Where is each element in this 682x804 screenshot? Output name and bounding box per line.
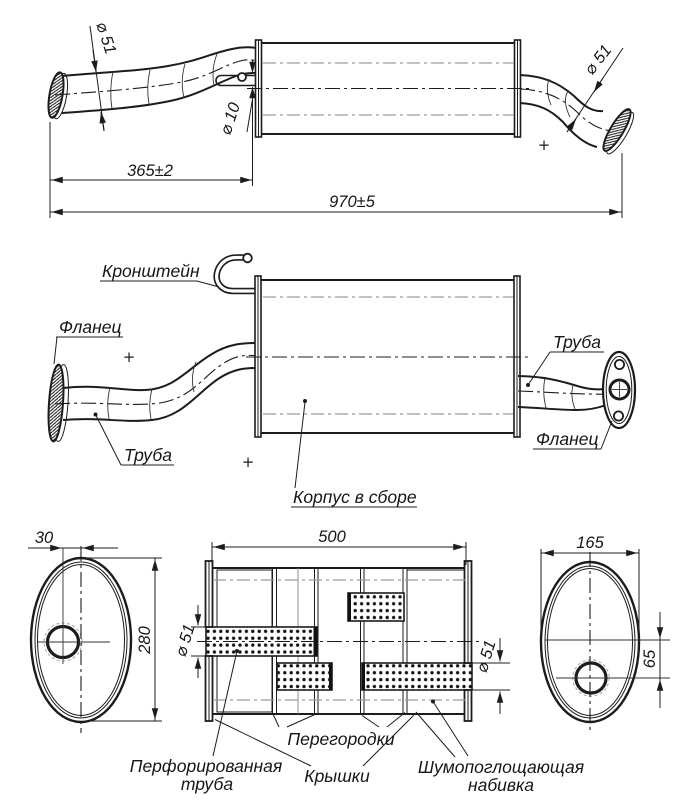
side-bracket-hook — [217, 254, 258, 291]
svg-text:⌀ 51: ⌀ 51 — [580, 41, 616, 79]
svg-text:970±5: 970±5 — [329, 193, 375, 211]
svg-text:⌀ 51: ⌀ 51 — [472, 638, 500, 675]
dim-65 — [641, 612, 660, 708]
plan-body — [247, 40, 531, 137]
label-padding-1: Шумопоглощающая — [417, 757, 585, 777]
side-callouts — [54, 261, 612, 507]
svg-text:500: 500 — [318, 528, 346, 546]
label-partitions: Перегородки — [287, 729, 395, 749]
svg-text:30: 30 — [34, 529, 54, 547]
svg-text:⌀ 51: ⌀ 51 — [92, 19, 120, 57]
plan-outlet-pipe — [520, 75, 616, 147]
label-padding-2: набивка — [467, 775, 535, 795]
plan-view — [46, 20, 638, 218]
plan-bracket-rod — [216, 73, 257, 86]
dim-dia-inlet — [90, 20, 119, 131]
label-perforated-pipe-1: Перфорированная — [129, 756, 283, 776]
label-pipe-left: Труба — [124, 445, 172, 465]
label-flange-right: Фланец — [536, 429, 599, 449]
side-inlet-pipe — [55, 343, 262, 421]
label-bracket: Кронштейн — [102, 261, 200, 281]
svg-text:⌀ 51: ⌀ 51 — [171, 622, 199, 659]
section-view — [130, 528, 584, 795]
side-plus-mark-2: + — [241, 453, 255, 471]
svg-text:165: 165 — [576, 534, 604, 552]
side-view — [46, 254, 635, 507]
dim-dia-outlet — [567, 41, 623, 132]
svg-text:280: 280 — [136, 626, 154, 654]
dim-30 — [28, 529, 118, 548]
label-caps: Крышки — [304, 766, 370, 786]
side-right-flange — [603, 352, 635, 428]
side-body — [246, 276, 532, 437]
label-pipe-right: Труба — [553, 332, 601, 352]
label-perforated-pipe-2: труба — [180, 774, 234, 794]
side-plus-mark-1: + — [122, 348, 136, 366]
label-body-assembly: Корпус в сборе — [293, 487, 417, 507]
svg-text:365±2: 365±2 — [127, 162, 173, 180]
end-view-left — [28, 529, 162, 733]
plan-plus-mark: + — [537, 136, 551, 154]
svg-text:⌀ 10: ⌀ 10 — [216, 100, 244, 138]
label-flange-left: Фланец — [59, 317, 122, 337]
svg-text:65: 65 — [641, 649, 659, 669]
dim-500 — [212, 528, 466, 565]
end-view-right — [541, 534, 670, 731]
dim-dia-perf-outlet — [472, 638, 510, 714]
dim-dia-bracket-rod — [217, 60, 253, 137]
